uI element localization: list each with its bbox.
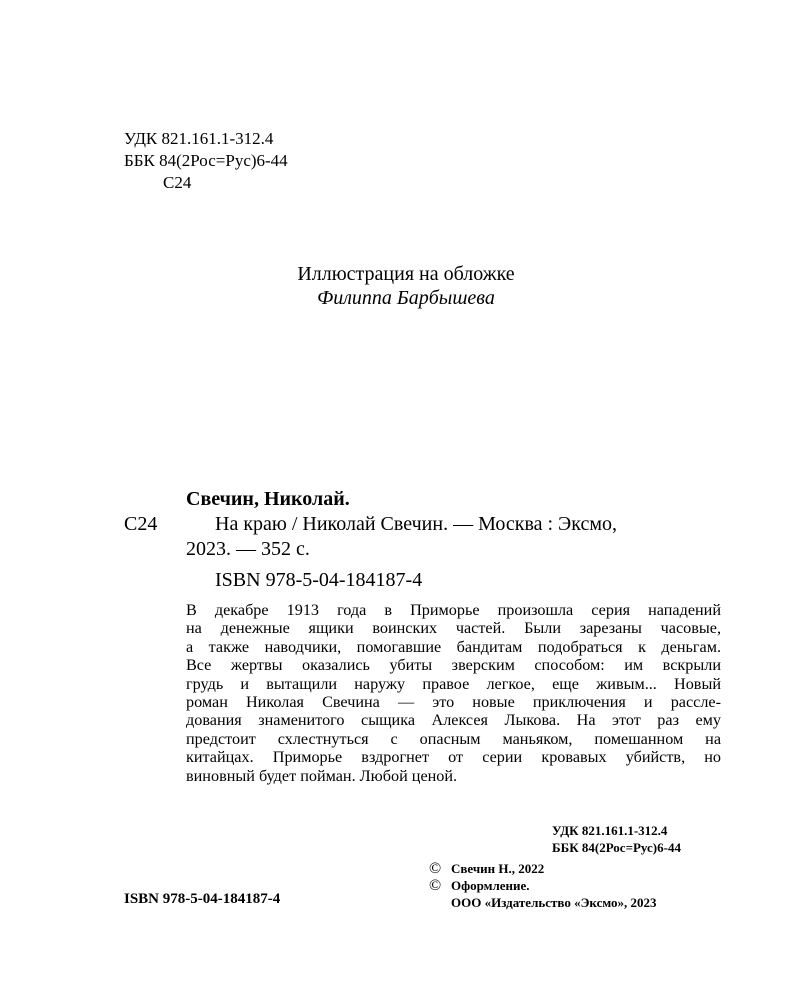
isbn-bottom: ISBN 978-5-04-184187-4 (124, 891, 281, 907)
record-isbn: ISBN 978-5-04-184187-4 (215, 569, 423, 591)
copyright-icon: © (429, 877, 442, 894)
illustrator-name: Филиппа Барбышева (317, 287, 495, 309)
record-title-line-2: 2023. — 352 с. (186, 538, 310, 560)
bbk-code-bottom: ББК 84(2Рос=Рус)6-44 (552, 840, 681, 855)
copyright-notice (429, 860, 657, 911)
bbk-code-top: ББК 84(2Рос=Рус)6-44 (124, 151, 288, 170)
udk-code-bottom: УДК 821.161.1-312.4 (552, 823, 668, 838)
copyright-author: Свечин Н., 2022 (451, 861, 545, 876)
annotation-line: на денежные ящики воинских частей. Были зарезаны часовые, (186, 619, 721, 638)
record-author: Свечин, Николай. (186, 488, 350, 510)
udk-code-top: УДК 821.161.1-312.4 (124, 129, 274, 148)
annotation-line: а также наводчики, помогавшие бандитам подобраться к деньгам. (186, 637, 721, 656)
bottom-classification-codes (552, 822, 681, 856)
copyright-publisher: ООО «Издательство «Эксмо», 2023 (451, 895, 657, 910)
record-title-line-1: На краю / Николай Свечин. — Москва : Эксмо, (215, 513, 618, 535)
annotation-line: предстоит схлестнуться с опасным маньяком, помешанном на (186, 729, 721, 748)
copyright-row-design (429, 877, 657, 894)
illustration-credit-label: Иллюстрация на обложке (297, 263, 515, 285)
copyright-design: Оформление. (451, 878, 530, 893)
annotation-line: роман Николая Свечина — это новые приключения и рассле- (186, 693, 721, 712)
cutter-code-top: С24 (163, 173, 192, 192)
illustration-credit (0, 262, 800, 310)
annotation-line: грудь и вытащили наружу правое легкое, еще живым... Новый (186, 674, 721, 693)
book-annotation (186, 601, 721, 785)
annotation-line: дования знаменитого сыщика Алексея Лыкова. На этот раз ему (186, 711, 721, 730)
annotation-line: виновный будет пойман. Любой ценой. (186, 766, 458, 785)
record-cutter-code: С24 (124, 513, 158, 535)
copyright-icon: © (429, 860, 442, 877)
annotation-line: В декабре 1913 года в Приморье произошла серия нападений (186, 601, 721, 619)
copyright-row-author (429, 860, 657, 877)
top-classification-codes (124, 128, 288, 194)
annotation-line: Все жертвы оказались убиты зверским способом: им вскрыли (186, 656, 721, 675)
annotation-line: китайцах. Приморье вздрогнет от серии кровавых убийств, но (186, 748, 721, 767)
